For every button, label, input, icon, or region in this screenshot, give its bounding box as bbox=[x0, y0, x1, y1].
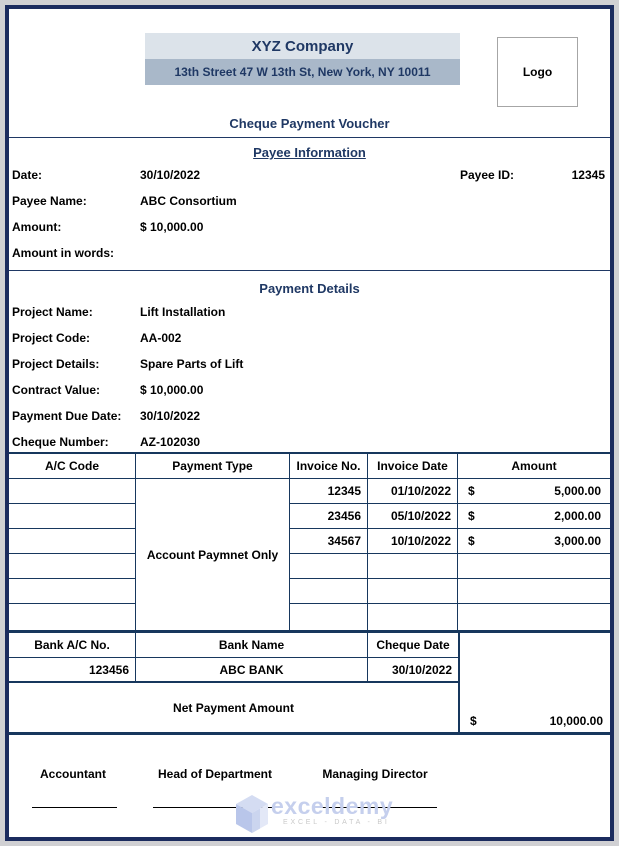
field-row-amount-words bbox=[9, 246, 610, 262]
field-row-project-details bbox=[9, 357, 610, 373]
col-header-payment-type: Payment Type bbox=[136, 454, 290, 479]
payment-type-merged-cell: Account Paymnet Only bbox=[136, 479, 290, 630]
ac-code-cell bbox=[9, 504, 136, 529]
amount-label: Amount: bbox=[12, 220, 62, 234]
signature-line bbox=[32, 807, 117, 808]
invoice-date-cell bbox=[368, 579, 458, 604]
cheque-date-value: 30/10/2022 bbox=[368, 658, 458, 683]
col-header-invoice-date: Invoice Date bbox=[368, 454, 458, 479]
watermark-tagline: EXCEL - DATA - BI bbox=[283, 819, 390, 826]
field-row-project-name bbox=[9, 305, 610, 321]
ac-code-cell bbox=[9, 604, 136, 630]
invoice-date-cell: 10/10/2022 bbox=[368, 529, 458, 554]
currency-symbol: $ bbox=[468, 484, 475, 498]
contract-value-value: $ 10,000.00 bbox=[140, 383, 204, 397]
amount-cell bbox=[458, 579, 610, 604]
bank-ac-no-value: 123456 bbox=[9, 658, 136, 683]
invoice-date-cell bbox=[368, 554, 458, 579]
ac-code-cell bbox=[9, 479, 136, 504]
ac-code-cell bbox=[9, 579, 136, 604]
payment-due-date-label: Payment Due Date: bbox=[12, 409, 122, 423]
invoice-no-cell: 23456 bbox=[290, 504, 368, 529]
field-row-date bbox=[9, 168, 610, 184]
bank-section bbox=[9, 630, 610, 735]
col-header-amount: Amount bbox=[458, 454, 610, 479]
signature-label-managing-director: Managing Director bbox=[322, 767, 428, 781]
field-row-payment-due-date bbox=[9, 409, 610, 425]
divider-line bbox=[9, 270, 610, 271]
field-row-project-code bbox=[9, 331, 610, 347]
date-value: 30/10/2022 bbox=[140, 168, 201, 182]
amount-value: $ 10,000.00 bbox=[140, 220, 204, 234]
invoice-table bbox=[9, 452, 610, 630]
payment-due-date-value: 30/10/2022 bbox=[140, 409, 201, 423]
watermark-text bbox=[271, 795, 393, 826]
payee-info-title: Payee Information bbox=[253, 145, 366, 160]
exceldemy-cube-icon bbox=[236, 795, 268, 838]
amount-number: 5,000.00 bbox=[554, 484, 601, 498]
watermark-brand: exceldemy bbox=[271, 793, 394, 819]
contract-value-label: Contract Value: bbox=[12, 383, 101, 397]
amount-cell bbox=[458, 479, 610, 504]
currency-symbol: $ bbox=[470, 714, 477, 728]
currency-symbol: $ bbox=[468, 534, 475, 548]
amount-number: 2,000.00 bbox=[554, 509, 601, 523]
amount-number: 3,000.00 bbox=[554, 534, 601, 548]
date-label: Date: bbox=[12, 168, 43, 182]
net-payment-amount-cell bbox=[458, 633, 610, 732]
invoice-no-cell: 34567 bbox=[290, 529, 368, 554]
divider-line bbox=[9, 137, 610, 138]
company-name: XYZ Company bbox=[251, 37, 354, 55]
net-amount-number: 10,000.00 bbox=[549, 714, 603, 728]
payee-id-label: Payee ID: bbox=[460, 168, 515, 182]
project-name-value: Lift Installation bbox=[140, 305, 226, 319]
field-row-amount bbox=[9, 220, 610, 236]
bank-name-value: ABC BANK bbox=[136, 658, 368, 683]
invoice-no-cell bbox=[290, 579, 368, 604]
amount-cell bbox=[458, 604, 610, 630]
logo-box bbox=[497, 37, 578, 107]
signature-label-accountant: Accountant bbox=[40, 767, 106, 781]
field-row-contract-value bbox=[9, 383, 610, 399]
bank-ac-no-header: Bank A/C No. bbox=[9, 633, 136, 658]
field-row-payee-name bbox=[9, 194, 610, 210]
project-details-value: Spare Parts of Lift bbox=[140, 357, 244, 371]
field-row-cheque-number bbox=[9, 435, 610, 451]
project-code-value: AA-002 bbox=[140, 331, 182, 345]
amount-cell bbox=[458, 554, 610, 579]
invoice-date-cell: 01/10/2022 bbox=[368, 479, 458, 504]
invoice-date-cell bbox=[368, 604, 458, 630]
ac-code-cell bbox=[9, 554, 136, 579]
project-name-label: Project Name: bbox=[12, 305, 93, 319]
payment-details-title: Payment Details bbox=[259, 281, 360, 296]
payee-name-value: ABC Consortium bbox=[140, 194, 237, 208]
col-header-invoice-no: Invoice No. bbox=[290, 454, 368, 479]
invoice-date-cell: 05/10/2022 bbox=[368, 504, 458, 529]
voucher-title: Cheque Payment Voucher bbox=[229, 116, 390, 131]
invoice-no-cell bbox=[290, 554, 368, 579]
col-header-ac-code: A/C Code bbox=[9, 454, 136, 479]
signature-label-head-of-department: Head of Department bbox=[157, 767, 273, 781]
project-code-label: Project Code: bbox=[12, 331, 91, 345]
voucher-page bbox=[5, 5, 614, 841]
project-details-label: Project Details: bbox=[12, 357, 100, 371]
invoice-no-cell: 12345 bbox=[290, 479, 368, 504]
amount-cell bbox=[458, 504, 610, 529]
net-payment-label: Net Payment Amount bbox=[173, 700, 294, 715]
cheque-date-header: Cheque Date bbox=[368, 633, 458, 658]
company-address-banner bbox=[145, 59, 460, 85]
payee-name-label: Payee Name: bbox=[12, 194, 87, 208]
logo-placeholder-text: Logo bbox=[522, 65, 553, 79]
invoice-no-cell bbox=[290, 604, 368, 630]
company-address: 13th Street 47 W 13th St, New York, NY 10011 bbox=[174, 65, 431, 79]
bank-name-header: Bank Name bbox=[136, 633, 368, 658]
company-name-banner bbox=[145, 33, 460, 59]
cheque-number-label: Cheque Number: bbox=[12, 435, 109, 449]
amount-cell bbox=[458, 529, 610, 554]
currency-symbol: $ bbox=[468, 509, 475, 523]
amount-words-label: Amount in words: bbox=[12, 246, 114, 260]
exceldemy-watermark bbox=[236, 795, 393, 838]
ac-code-cell bbox=[9, 529, 136, 554]
payee-id-value: 12345 bbox=[571, 168, 605, 182]
cheque-number-value: AZ-102030 bbox=[140, 435, 201, 449]
